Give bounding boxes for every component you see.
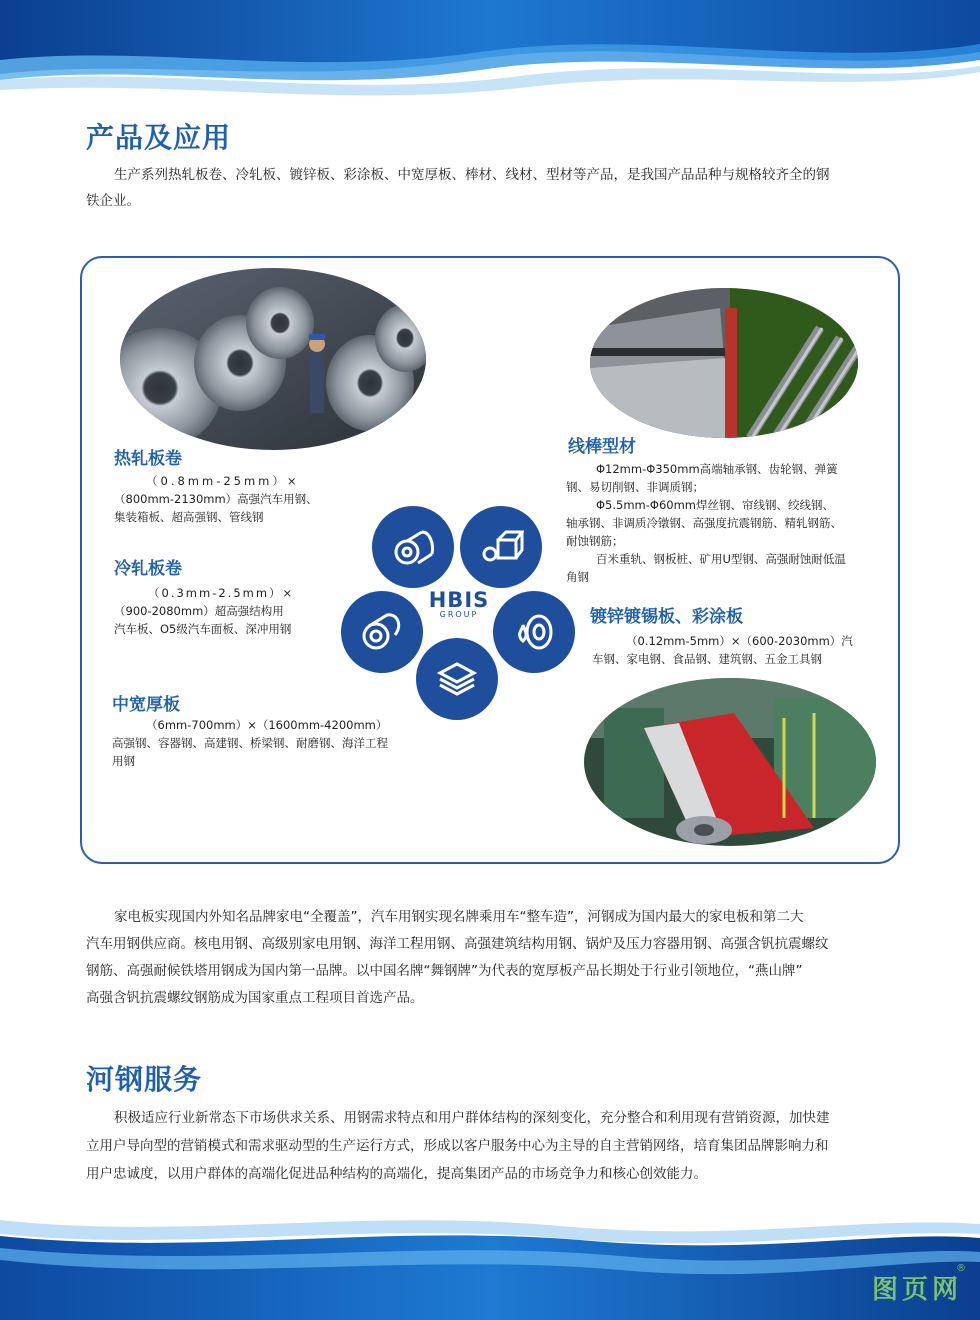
coated-sheet-icon (493, 591, 575, 673)
achievements-line: 家电板实现国内外知名品牌家电“全覆盖”，汽车用钢实现名牌乘用车“整车造”，河钢成为国内最大的家电板和第二大 (114, 909, 804, 925)
watermark-logo: 图页网 (871, 1275, 962, 1305)
coated-line: （0.12mm-5mm）×（600-2030mm）汽 (626, 634, 853, 648)
plate-line: 用钢 (112, 754, 135, 768)
wire-rod-line: 钢、易切削钢、非调质钢； (566, 480, 704, 494)
registered-mark: ® (956, 1263, 966, 1274)
category-desc-plate (112, 716, 442, 770)
achievements-paragraph (86, 904, 906, 1012)
cold-rolled-line: （0.3mm-2.5mm）× (148, 586, 295, 600)
cold-rolled-line: 汽车板、O5级汽车面板、深冲用钢 (114, 622, 292, 636)
wire-rod-line: 耐蚀钢筋； (566, 534, 624, 548)
wire-rod-line: 轴承钢、非调质冷镦钢、高强度抗震钢筋、精轧钢筋、 (566, 516, 842, 530)
hot-rolled-line: （800mm-2130mm）高强汽车用钢、 (114, 492, 318, 506)
achievements-line: 汽车用钢供应商。核电用钢、高级别家电用钢、海洋工程用钢、高强建筑结构用钢、锅炉及压力容器用钢、高强含钒抗震螺纹 (86, 936, 829, 952)
category-title-wire-rod: 线棒型材 (568, 437, 636, 457)
hbis-logo (424, 588, 494, 619)
service-line: 积极适应行业新常态下市场供求关系、用钢需求特点和用户群体结构的深刻变化，充分整合和利用现有营销资源，加快建 (114, 1110, 830, 1126)
color-coating-line-photo (584, 678, 876, 846)
stacked-plates-icon (416, 638, 498, 720)
cold-rolled-line: （900-2080mm）超高强结构用 (114, 604, 284, 618)
service-line: 立用户导向型的营销模式和需求驱动型的生产运行方式，形成以客户服务中心为主导的自主营销网络，培育集团品牌影响力和 (86, 1138, 829, 1154)
hbis-logo-sub: GROUP (439, 610, 479, 619)
plate-line: 高强钢、容器钢、高建钢、桥梁钢、耐磨钢、海洋工程 (112, 736, 388, 750)
wire-rod-line: Φ12mm-Φ350mm高端轴承钢、齿轮钢、弹簧 (596, 462, 838, 476)
wire-rod-line: 百米重轨、钢板桩、矿用U型钢、高强耐蚀耐低温 (596, 552, 846, 566)
steel-bar-photo (590, 288, 858, 438)
section-title-products: 产品及应用 (86, 121, 232, 154)
products-intro (86, 162, 906, 214)
section-title-service: 河钢服务 (86, 1063, 203, 1096)
hot-rolled-line: （0.8mm-25mm）× (146, 474, 300, 488)
wire-rod-line: Φ5.5mm-Φ60mm焊丝钢、帘线钢、绞线钢、 (596, 498, 834, 512)
achievements-line: 钢筋、高强耐候铁塔用钢成为国内第一品牌。以中国名牌“舞钢牌”为代表的宽厚板产品长期处于行业引领地位，“燕山牌” (86, 963, 803, 979)
steel-coil-warehouse-photo (120, 268, 426, 450)
roll-icon (341, 591, 423, 673)
bottom-wave-banner (0, 1200, 980, 1320)
category-desc-cold-rolled (114, 584, 344, 638)
category-desc-wire-rod (566, 460, 896, 586)
coil-icon (372, 506, 454, 588)
category-title-plate: 中宽厚板 (112, 695, 180, 715)
category-desc-coated (592, 632, 892, 668)
wire-rod-line: 角钢 (566, 570, 589, 584)
category-title-hot-rolled: 热轧板卷 (114, 449, 182, 469)
service-paragraph (86, 1104, 906, 1188)
hbis-logo-main: HBIS (428, 588, 490, 612)
category-desc-hot-rolled (114, 472, 364, 526)
achievements-line: 高强含钒抗震螺纹钢筋成为国家重点工程项目首选产品。 (86, 990, 424, 1006)
category-title-cold-rolled: 冷轧板卷 (114, 559, 182, 579)
top-wave-banner (0, 0, 980, 110)
plate-line: （6mm-700mm）×（1600mm-4200mm） (146, 718, 388, 732)
service-line: 用户忠诚度，以用户群体的高端化促进品种结构的高端化，提高集团产品的市场竞争力和核心创效能力。 (86, 1166, 707, 1182)
category-title-coated: 镀锌镀锡板、彩涂板 (590, 607, 743, 627)
products-intro-line1: 生产系列热轧板卷、冷轧板、镀锌板、彩涂板、中宽厚板、棒材、线材、型材等产品，是我国产品品种与规格较齐全的钢 (114, 167, 830, 183)
hot-rolled-line: 集装箱板、超高强钢、管线钢 (114, 510, 264, 524)
profile-beam-icon (460, 506, 542, 588)
coated-line: 车钢、家电钢、食品钢、建筑钢、五金工具钢 (592, 652, 822, 666)
products-intro-line2: 铁企业。 (86, 193, 140, 209)
